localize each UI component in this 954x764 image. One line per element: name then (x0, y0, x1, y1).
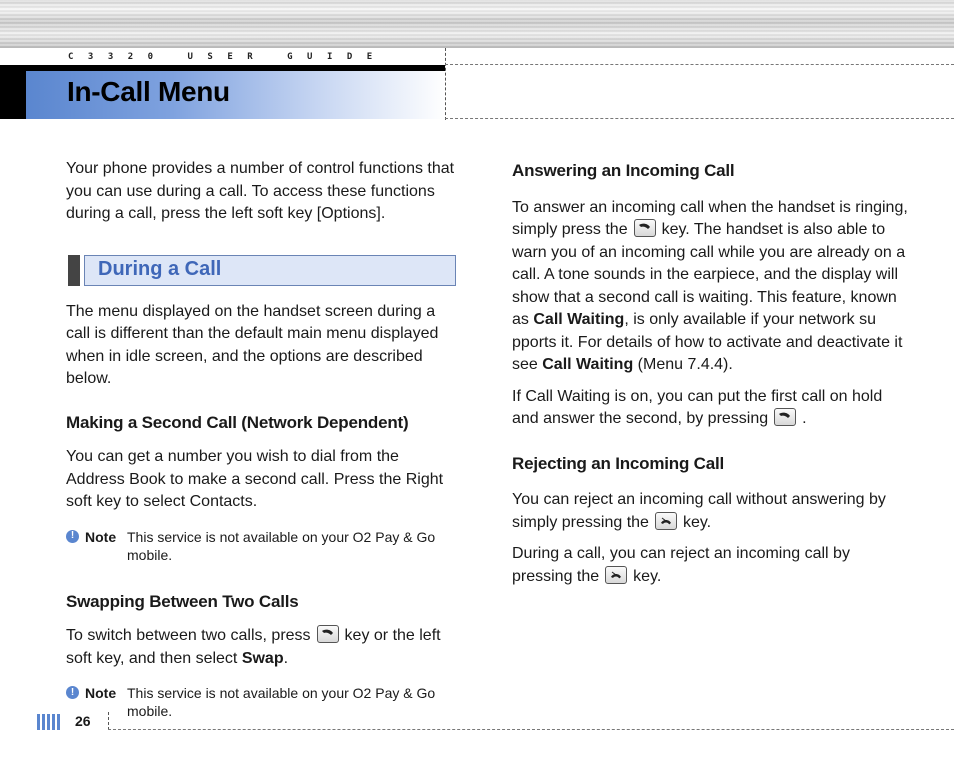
answer-bold-call-waiting: Call Waiting (533, 311, 625, 328)
answer-paragraph (512, 197, 912, 377)
reject-paragraph-1 (512, 489, 912, 534)
swap-text-a: To switch between two calls, press (66, 627, 311, 644)
header-divider-top (445, 64, 954, 65)
note-second-call (66, 528, 461, 564)
heading-second-call: Making a Second Call (Network Dependent) (66, 412, 409, 432)
left-column (66, 158, 461, 720)
section-intro-paragraph: The menu displayed on the handset screen during a call is different than the default main menu displayed when in idle screen, and the options are described below. (66, 302, 439, 387)
send-key-icon (774, 408, 796, 426)
note-label: Note (85, 685, 117, 701)
answer-text-b: key. The handset is also able to warn you of an incoming call while you are already on a call. A tone sounds in the earpiece, and the display will show that a second call is waiting. This feature, known as (512, 221, 906, 328)
answer-bold-call-waiting-2: Call Waiting (542, 356, 634, 373)
heading-rejecting: Rejecting an Incoming Call (512, 453, 725, 473)
answer-text-a: To answer an incoming call when the handset is ringing, simply press the (512, 198, 908, 238)
swap-paragraph (66, 625, 461, 670)
header-divider-vertical (445, 48, 446, 120)
note-text: This service is not available on your O2 Pay & Go mobile. (127, 528, 436, 563)
footer-divider-horizontal (108, 729, 954, 730)
hold-paragraph (512, 386, 912, 431)
footer-bars-decoration (37, 714, 60, 730)
reject2-text-b: key. (633, 567, 662, 585)
note-text: This service is not available on your O2 Pay & Go mobile. (127, 685, 436, 719)
note-swapping (66, 684, 461, 720)
footer-divider-vertical (108, 712, 109, 730)
page-number: 26 (75, 713, 91, 729)
swap-end: . (283, 649, 289, 667)
page-title: In-Call Menu (67, 76, 230, 107)
note-icon: ! (66, 686, 79, 699)
heading-answering: Answering an Incoming Call (512, 161, 735, 180)
reject-paragraph-2 (512, 543, 912, 588)
swap-text-b: key or the left soft key, and then select (66, 627, 441, 667)
right-column (512, 160, 912, 588)
answer-text-c: , is only available if your network su pports it. For details of how to activate and deactivate it see (512, 311, 903, 373)
header-black-block (0, 65, 26, 119)
hold-end: . (802, 410, 807, 427)
section-title: During a Call (98, 257, 222, 280)
heading-swapping: Swapping Between Two Calls (66, 591, 299, 611)
end-key-icon (655, 512, 677, 530)
send-key-icon (634, 219, 656, 237)
reject1-text-a: You can reject an incoming call without answering by simply pressing the (512, 491, 886, 531)
send-key-icon (317, 625, 339, 643)
note-label: Note (85, 528, 117, 545)
reject2-text-a: During a call, you can reject an incoming call by pressing the (512, 545, 850, 585)
header-divider-bottom (445, 118, 954, 119)
reject1-text-b: key. (682, 513, 712, 531)
guide-label: C3320 USER GUIDE (68, 52, 387, 62)
section-marker (68, 255, 80, 286)
second-call-paragraph: You can get a number you wish to dial from the Address Book to make a second call. Press the Right soft key to select Contacts. (66, 448, 444, 510)
answer-text-d: (Menu 7.4.4). (637, 356, 733, 373)
hold-text-a: If Call Waiting is on, you can put the first call on hold and answer the second, by pressing (512, 387, 883, 427)
end-key-icon (605, 566, 627, 584)
intro-paragraph: Your phone provides a number of control functions that you can use during a call. To access these functions during a call, press the left soft key [Options]. (66, 160, 455, 222)
note-icon: ! (66, 530, 79, 543)
swap-bold: Swap (241, 649, 284, 667)
section-header-during-a-call (66, 255, 456, 286)
header-texture-band (0, 0, 954, 48)
